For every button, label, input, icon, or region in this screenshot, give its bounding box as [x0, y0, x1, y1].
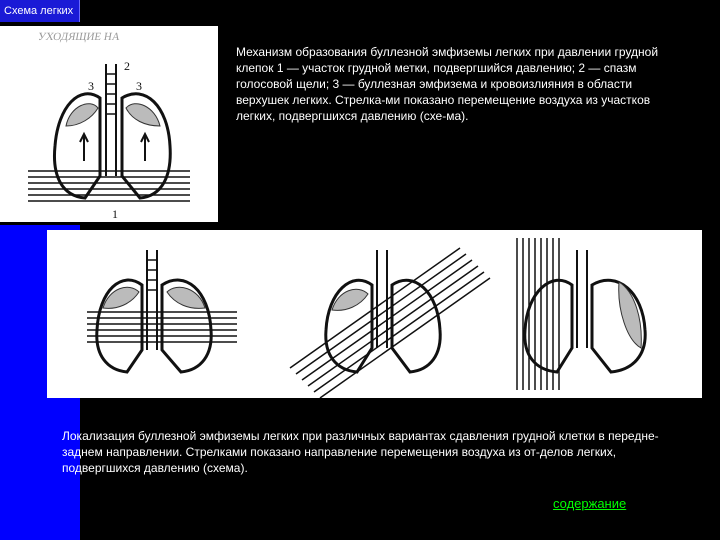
label-2: 2 [124, 59, 130, 73]
label-3-right: 3 [136, 79, 142, 93]
slide-title-tab: Схема легких [0, 0, 80, 22]
label-3-left: 3 [88, 79, 94, 93]
svg-text:УХОДЯЩИЕ НА: УХОДЯЩИЕ НА [37, 31, 121, 43]
label-1: 1 [112, 207, 118, 221]
lung-diagram-bottom [47, 230, 702, 398]
caption-bottom: Локализация буллезной эмфиземы легких при различных вариантах сдавления грудной клетки в передне- заднем направлении. Стрелками показано направление перемещения воздуха из от-делов легких, подвергшихся давлению (схема). [62, 429, 659, 475]
contents-link[interactable]: содержание [553, 496, 627, 511]
caption-top: Механизм образования буллезной эмфиземы легких при давлении грудной клепок 1 — участок грудной метки, подвергшийся давлению; 2 — спазм голосовой щели; 3 — буллезная эмфизема и кровоизлияния в области верхушек легких. Стрелка-ми показано перемещение воздуха из участков легких, подвергшихся давлению (схе-ма). [236, 45, 659, 123]
lung-diagram-top [0, 26, 218, 222]
